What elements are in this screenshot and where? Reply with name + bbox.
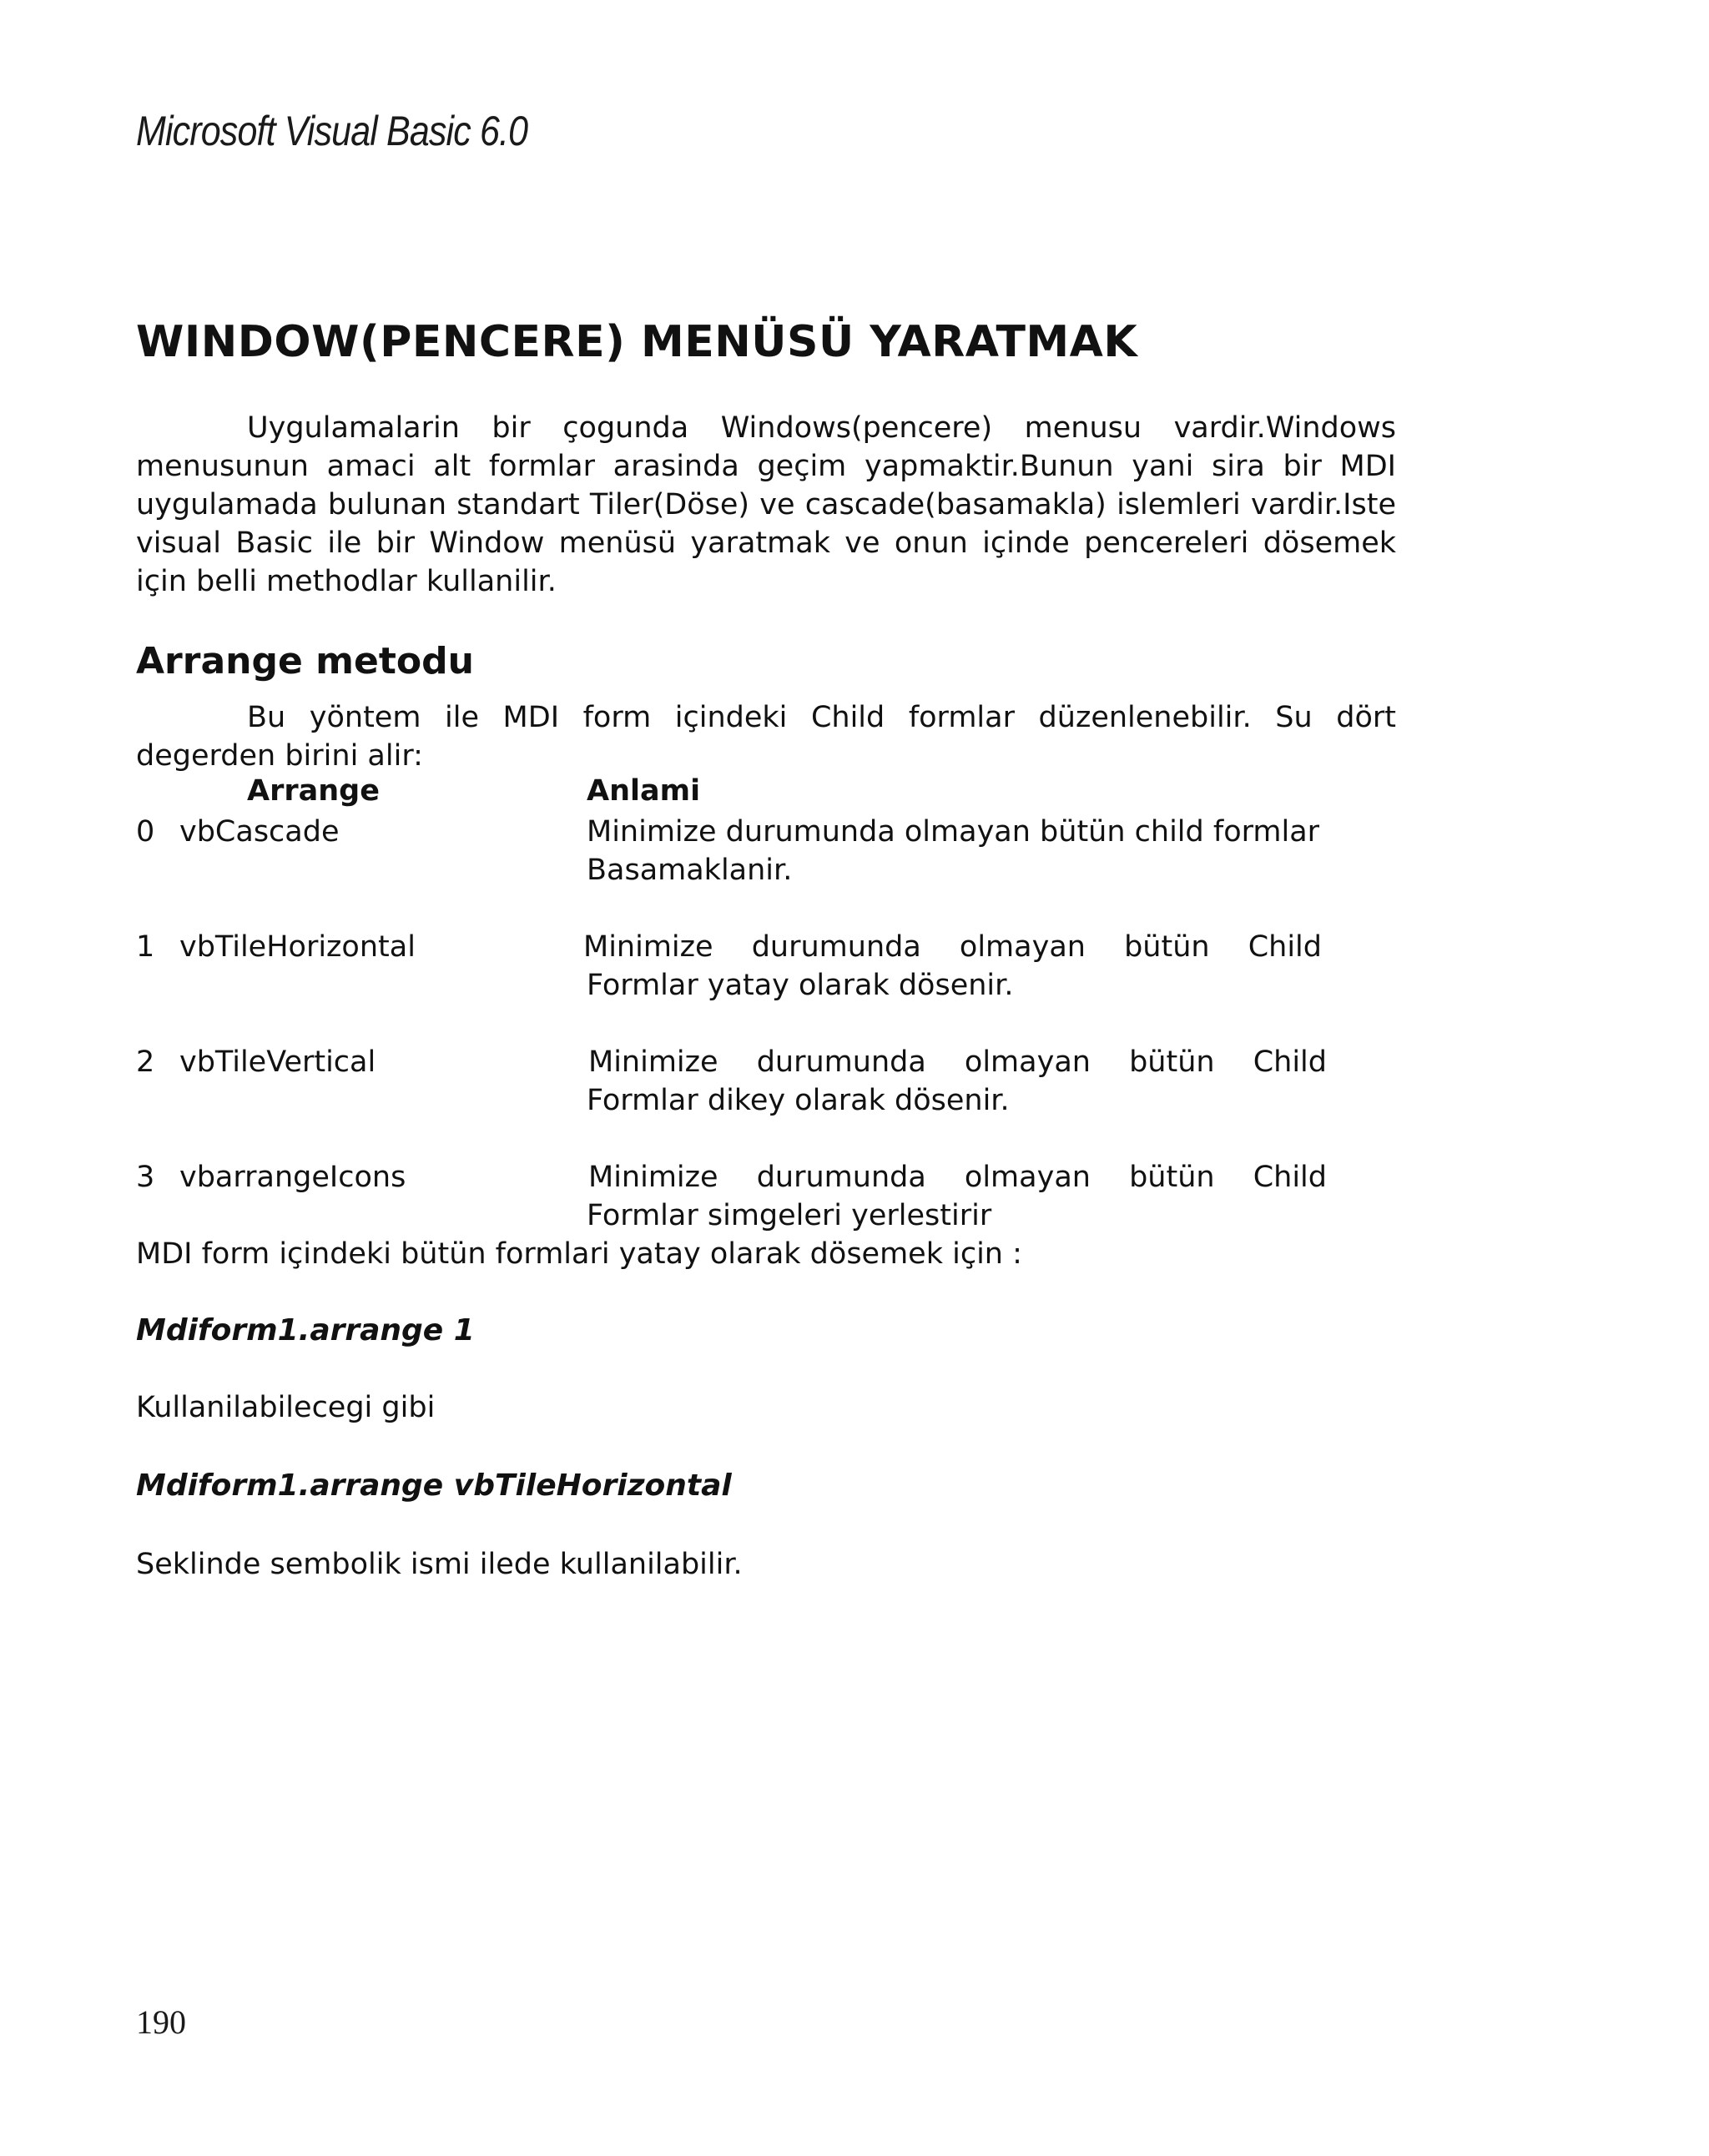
arrange-table — [136, 774, 1396, 1232]
table-row — [136, 813, 1396, 889]
example-intro: MDI form içindeki bütün formlari yatay olarak dösemek için : — [136, 1237, 1022, 1271]
row-meaning — [588, 1158, 1464, 1235]
row-meaning-line2: Basamaklanir. — [587, 854, 793, 887]
row-meaning — [588, 1043, 1464, 1120]
row-constant: vbTileVertical — [179, 1045, 376, 1079]
page-number: 190 — [136, 2003, 186, 2041]
closing-text: Seklinde sembolik ismi ilede kullanilabilir. — [136, 1548, 743, 1581]
running-header: Microsoft Visual Basic 6.0 — [136, 108, 528, 154]
row-meaning-line1: Minimize durumunda olmayan bütün Child — [583, 930, 1322, 964]
row-constant: vbTileHorizontal — [179, 930, 416, 964]
table-row — [136, 928, 1396, 1005]
row-number: 0 — [136, 815, 155, 849]
row-meaning-line2: Formlar dikey olarak dösenir. — [587, 1084, 1010, 1117]
column-header-arrange: Arrange — [247, 774, 380, 808]
row-meaning-line2: Formlar simgeleri yerlestirir — [587, 1199, 992, 1232]
row-constant: vbarrangeIcons — [179, 1161, 406, 1194]
row-meaning — [583, 928, 1459, 1005]
row-number: 2 — [136, 1045, 155, 1079]
row-meaning-line1: Minimize durumunda olmayan bütün Child — [588, 1045, 1327, 1079]
intro-paragraph: Uygulamalarin bir çogunda Windows(pencere) menusu vardir.Windows menusunun amaci alt formlar arasinda geçim yapmaktir.Bunun yani sira bir MDI uygulamada bulunan standart Tiler(Döse) ve cascade(basamakla) islemleri vardir.Iste visual Basic ile bir Window menüsü yaratmak ve onun içinde pencereleri dösemek için belli methodlar kullanilir. — [136, 411, 1396, 598]
row-meaning-line1: Minimize durumunda olmayan bütün Child — [588, 1161, 1327, 1194]
arrange-heading: Arrange metodu — [136, 640, 474, 683]
row-meaning — [587, 813, 1463, 889]
row-constant: vbCascade — [179, 815, 340, 849]
arrange-description: Bu yöntem ile MDI form içindeki Child formlar düzenlenebilir. Su dört degerden birini alir: — [136, 701, 1396, 773]
table-row — [136, 1158, 1396, 1235]
column-header-meaning: Anlami — [587, 774, 701, 808]
code-example-2: Mdiform1.arrange vbTileHorizontal — [136, 1468, 732, 1503]
code-example-1: Mdiform1.arrange 1 — [136, 1313, 475, 1348]
row-number: 1 — [136, 930, 155, 964]
table-row — [136, 1043, 1396, 1120]
row-meaning-line1: Minimize durumunda olmayan bütün child formlar — [587, 815, 1320, 849]
between-text: Kullanilabilecegi gibi — [136, 1391, 436, 1424]
table-header — [136, 774, 1396, 813]
section-title: WINDOW(PENCERE) MENÜSÜ YARATMAK — [136, 317, 1138, 367]
row-meaning-line2: Formlar yatay olarak dösenir. — [587, 969, 1014, 1002]
row-number: 3 — [136, 1161, 155, 1194]
